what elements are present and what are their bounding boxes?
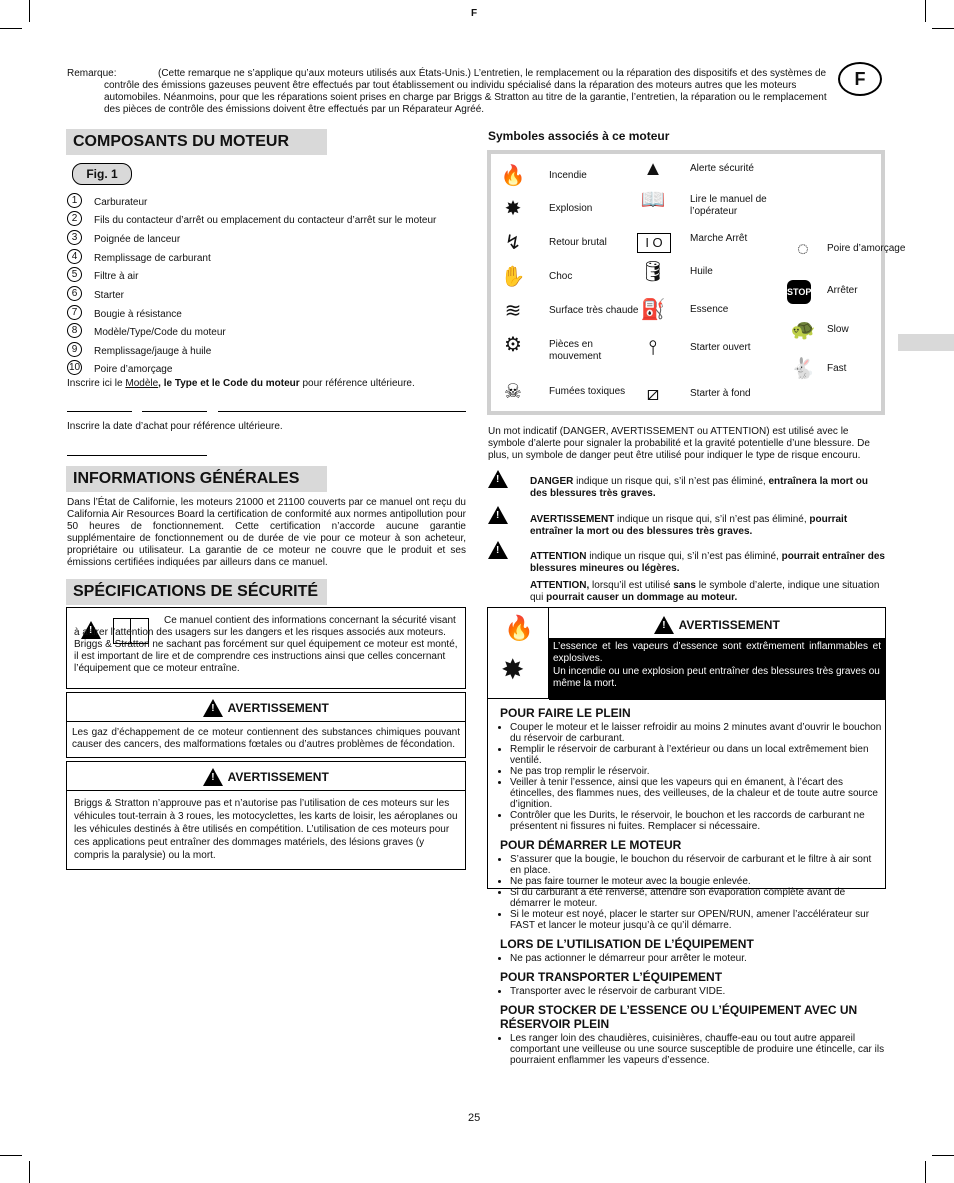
signal-word: AVERTISSEMENT [530,514,615,525]
part-label: Remplissage de carburant [94,253,211,264]
warning-line: L’essence et les vapeurs d’essence sont extrêmement inflammables et explosives. [553,641,881,664]
signal-text: lorsqu’il est utilisé [589,580,674,591]
warning-header [549,608,885,638]
start-list [488,854,885,931]
alert-icon [488,541,508,559]
instruction-item: • Transporter avec le réservoir de carburant VIDE. [510,986,885,997]
remark-label: Remarque: [67,68,117,79]
instruction-item: • Remplir le réservoir de carburant à l’extérieur ou dans un local extrêmement bien ventilé. [510,744,885,766]
storage-list [488,1033,885,1066]
signal-text: indique un risque qui, s’il n’est pas éliminé, [573,476,769,487]
symbol-label: Fumées toxiques [549,386,626,397]
language-tab-badge: F [838,62,882,96]
warning-box-exhaust [66,692,466,758]
signal-emphasis: sans [673,580,696,591]
alert-icon [488,470,508,488]
page-number: 25 [468,1112,481,1124]
crop-mark [925,0,926,22]
part-number: 2 [67,211,82,226]
instruction-item: • Couper le moteur et le laisser refroidir au moins 2 minutes avant d’ouvrir le bouchon du réservoir de carburant. [510,722,885,744]
fast-icon: 🐇 [790,358,816,380]
symbol-label: Marche Arrêt [690,233,748,244]
date-text: Inscrire la date d’achat pour référence ultérieure. [67,421,283,432]
symbols-inner [491,154,906,411]
avertissement-definition [530,514,886,538]
section-heading: POUR STOCKER DE L’ESSENCE OU L’ÉQUIPEMENT AVEC UN RÉSERVOIR PLEIN [500,1003,858,1031]
signal-word: ATTENTION, [530,580,590,591]
remark-text: (Cette remarque ne s’applique qu’aux moteurs utilisés aux États-Unis.) L’entretien, le remplacement ou la réparation des dispositifs et des systèmes de contrôle des émissions gazeuses peuvent être effectués par tout établissement ou individu spécialisé dans la réparation des moteurs autres que les moteurs automobiles. Néanmoins, pour que les réparations soient prises en charge par Briggs & Stratton au titre de la garantie, l’entretien, la réparation ou le remplacement des pièces de contrôle des émissions doivent être effectués par un Réparateur Agréé. [104,68,827,115]
symbols-panel [487,150,906,415]
shock-icon: ✋ [500,266,526,288]
symbol-label: Surface très chaude [549,305,639,316]
symbol-label: Retour brutal [549,237,607,248]
crop-mark [29,1161,30,1183]
warning-title: AVERTISSEMENT [227,701,329,716]
signal-emphasis: pourrait entraîner des blessures mineures ou légères. [530,551,885,574]
symbol-label: Huile [690,266,713,277]
general-title: INFORMATIONS GÉNÉRALES [66,466,327,492]
instruction-item: • Ne pas faire tourner le moteur avec la bougie enlevée. [510,876,885,887]
attention-no-symbol-definition [530,580,886,604]
part-label: Poire d’amorçage [94,364,173,375]
alert-icon [488,506,508,524]
part-label: Modèle/Type/Code du moteur [94,327,226,338]
part-number: 4 [67,249,82,264]
attention-definition [530,551,886,575]
primer-icon: ◌ [797,238,809,260]
signal-emphasis: entraînera la mort ou des blessures très graves. [530,476,868,499]
refuel-list [488,722,885,832]
instruction-item: • Si du carburant a été renversé, attendre son évaporation complète avant de démarrer le moteur. [510,887,885,909]
warning-header [67,762,465,791]
signal-word: ATTENTION [530,551,587,562]
crop-mark [932,1155,954,1156]
symbol-label: Incendie [549,170,587,181]
symbols-title: Symboles associés à ce moteur [488,129,670,143]
signal-text: indique un risque qui, s’il n’est pas éliminé, [586,551,782,562]
instruction-item: • Contrôler que les Durits, le réservoir, le bouchon et les raccords de carburant ne présentent ni fissures ni fuites. Remplacer si nécessaire. [510,810,885,832]
kickback-icon: ↯ [504,232,522,254]
warning-text: Briggs & Stratton n’approuve pas et n’autorise pas l’utilisation de ces moteurs sur les véhicules tout-terrain à 3 roues, les motocyclettes, les karts de loisir, les aéroplanes ou les véhicules destinés à être utilisés en compétition. L’utilisation de ces moteurs pour ces applications peut entraîner des dommages matériels, des lésions graves (y compris la paralysie) ou la mort. [74,798,458,861]
part-number: 10 [68,362,81,373]
symbol-label: Explosion [549,203,593,214]
record-line [67,378,415,390]
signal-text: le symbole d’alerte, indique une situation qui [530,580,880,603]
hazard-icon-cell [488,608,549,699]
part-number: 9 [67,342,82,357]
safety-alert-icon: ▲ [643,158,663,180]
part-number: 6 [67,286,82,301]
instruction-item: • S’assurer que la bougie, le bouchon du réservoir de carburant et le filtre à air sont en place. [510,854,885,876]
warning-title: AVERTISSEMENT [227,770,329,785]
instruction-item: • Ne pas actionner le démarreur pour arrêter le moteur. [510,953,885,964]
symbol-label: Slow [827,324,849,335]
oil-icon: 🛢 [640,261,666,283]
symbol-label: Alerte sécurité [690,163,754,174]
moving-parts-icon: ⚙ [504,334,522,356]
fire-icon: 🔥 [504,615,534,642]
fuel-instructions [488,700,885,1066]
part-label: Filtre à air [94,271,139,282]
signal-emphasis: pourrait entraîner la mort ou des blessures très graves. [530,514,848,537]
signal-intro: Un mot indicatif (DANGER, AVERTISSEMENT ou ATTENTION) est utilisé avec le symbole d’alerte pour signaler la probabilité et la gravité potentielle d’une blessure. De plus, un symbole de danger peut être utilisé pour indiquer le type de risque encouru. [488,426,870,461]
part-label: Poignée de lanceur [94,234,181,245]
signal-word: DANGER [530,476,574,487]
warning-box-vehicles [66,761,466,870]
part-label: Fils du contacteur d’arrêt ou emplacement du contacteur d’arrêt sur le moteur [94,215,437,226]
warning-black-panel [549,638,885,700]
danger-definition [530,476,886,500]
crop-mark [0,1155,22,1156]
record-bold: , le Type et le Code du moteur [158,378,300,389]
alert-icon [654,616,674,634]
symbol-label: Pièces en mouvement [549,339,602,362]
hot-surface-icon: ≋ [504,300,522,322]
general-text: Dans l’État de Californie, les moteurs 21000 et 21100 couverts par ce manuel ont reçu du California Air Resources Board la certification de conformité aux normes antipollution pour 50 heures de fonctionnement. Cette certification n’accorde aucune garantie supplémentaire de fonctionnement ou de durée de vie pour ce moteur à son acheteur, propriétaire ou utilisateur. La garantie de ce moteur ne couvre que le produit et ses émissions certifiées indiquées par ailleurs dans ce manuel. [67,497,466,568]
symbol-label: Fast [827,363,847,374]
part-label: Carburateur [94,197,148,208]
part-label: Starter [94,290,125,301]
part-label: Bougie à résistance [94,309,182,320]
section-heading: POUR FAIRE LE PLEIN [500,706,631,720]
slow-icon: 🐢 [790,319,816,341]
symbol-label: Lire le manuel de l’opérateur [690,194,767,217]
part-number: 8 [67,323,82,338]
symbol-label: Starter à fond [690,388,751,399]
record-suffix: pour référence ultérieure. [302,378,415,389]
page-letter: F [471,8,478,19]
warning-header [67,693,465,722]
date-blank[interactable] [67,455,207,456]
crop-mark [0,28,22,29]
instruction-item: • Veiller à tenir l’essence, ainsi que les vapeurs qui en émanent, à l’écart des étincelles, des flammes nues, des veilleuses, de la chaleur et de toute autre source d’ignition. [510,777,885,810]
safety-intro-box [66,607,466,689]
symbol-label: Choc [549,271,573,282]
type-blank[interactable] [142,411,207,412]
manual-icon: 📖 [640,189,666,211]
record-prefix: Inscrire ici le [67,378,123,389]
stop-icon: STOP [787,280,811,304]
symbol-label: Arrêter [827,285,858,296]
choke-full-icon: ⧄ [646,383,660,405]
code-blank[interactable] [218,411,466,412]
operate-list [488,953,885,964]
fuel-icon: ⛽ [640,299,666,321]
part-label: Remplissage/jauge à huile [94,346,212,357]
part-number: 5 [67,267,82,282]
symbol-label: Starter ouvert [690,342,751,353]
fig-badge: Fig. 1 [72,163,132,185]
instruction-item: • Ne pas trop remplir le réservoir. [510,766,885,777]
on-off-icon: I O [637,233,671,253]
warning-text: Les gaz d’échappement de ce moteur contiennent des substances chimiques pouvant causer des cancers, des malformations fœtales ou d’autres problèmes de fécondation. [72,727,460,750]
alert-icon [203,699,223,717]
symbol-label: Essence [690,304,729,315]
side-tab [898,334,954,351]
warning-title: AVERTISSEMENT [678,618,780,633]
alert-icon [203,768,223,786]
part-number: 1 [67,193,82,208]
explosion-icon: ✸ [504,198,522,220]
choke-open-icon: ⫯ [648,337,658,359]
part-number: 3 [67,230,82,245]
instruction-item: • Les ranger loin des chaudières, cuisinières, chauffe-eau ou tout autre appareil comportant une veilleuse ou une source susceptible de produire une étincelle, car ils pourraient enflammer les vapeurs d’essence. [510,1033,885,1066]
model-blank[interactable] [67,411,132,412]
explosion-icon: ✸ [501,654,525,685]
transport-list [488,986,885,997]
fire-icon: 🔥 [500,165,526,187]
crop-mark [925,1161,926,1183]
part-number: 7 [67,305,82,320]
crop-mark [29,0,30,22]
components-title: COMPOSANTS DU MOTEUR [66,129,327,155]
section-heading: POUR TRANSPORTER L’ÉQUIPEMENT [500,970,723,984]
signal-text: indique un risque qui, s’il n’est pas éliminé, [614,514,810,525]
safety-title: SPÉCIFICATIONS DE SÉCURITÉ [66,579,327,605]
fuel-warning-box [487,607,886,1066]
symbol-label: Poire d’amorçage [827,243,906,254]
section-heading: POUR DÉMARRER LE MOTEUR [500,838,682,852]
signal-emphasis: pourrait causer un dommage au moteur. [546,592,738,603]
toxic-fumes-icon: ☠ [504,381,522,403]
warning-line: Un incendie ou une explosion peut entraîner des blessures très graves ou même la mort. [553,666,880,689]
crop-mark [932,28,954,29]
section-heading: LORS DE L’UTILISATION DE L’ÉQUIPEMENT [500,937,754,951]
instruction-item: • Si le moteur est noyé, placer le starter sur OPEN/RUN, amener l’accélérateur sur FAST et lancer le moteur jusqu’à ce qu’il démarre. [510,909,885,931]
record-model: Modèle [125,378,159,389]
safety-intro-text: Ce manuel contient des informations concernant la sécurité visant à attirer l’attention des usagers sur les dangers et les risques associés aux moteurs. Briggs & Stratton ne sachant pas forcément sur quel équipement ce moteur est monté, il est important de lire et de comprendre ces instructions ainsi que celles concernant l’équipement que ce moteur entraîne. [74,615,458,674]
